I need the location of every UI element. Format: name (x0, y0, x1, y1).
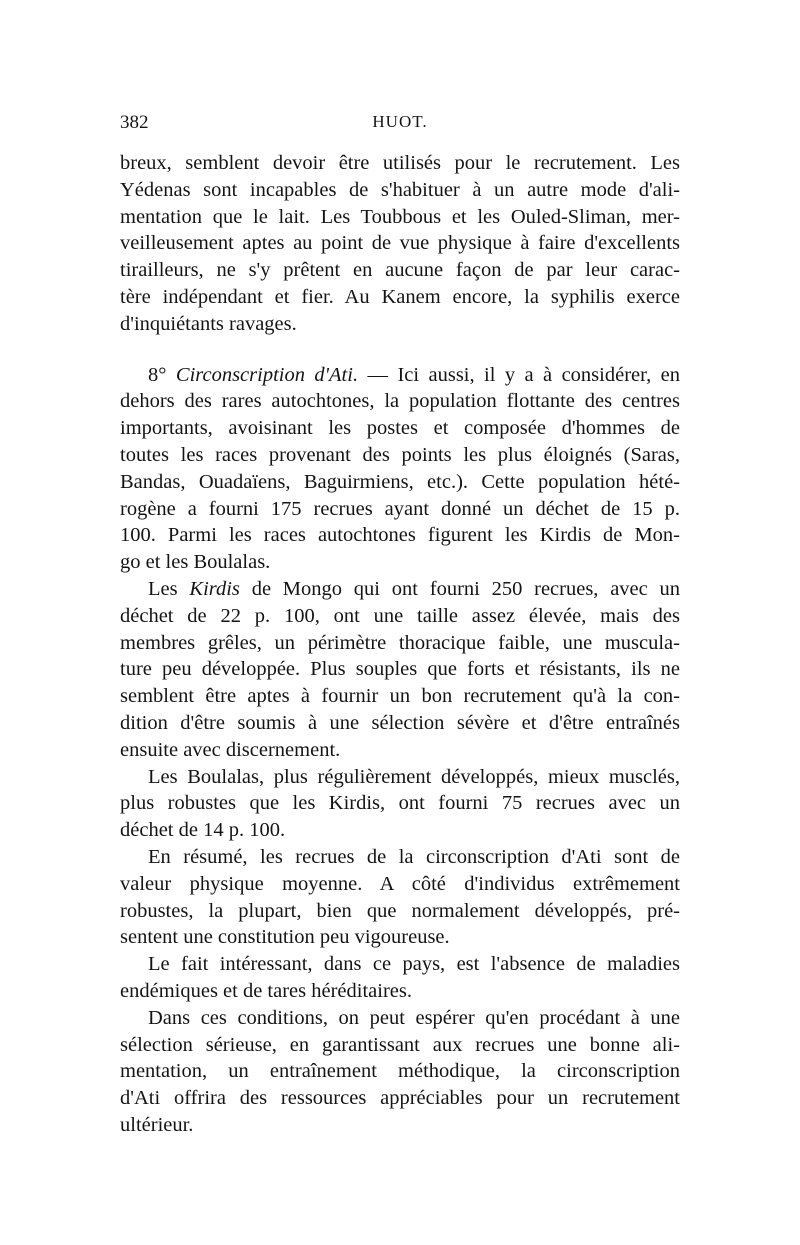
text-line: plus robustes que les Kirdis, ont fourni 75 recrues avec un (120, 792, 680, 815)
text-line: breux, semblent devoir être utilisés pour le recrutement. Les (120, 152, 680, 174)
text-line: veilleusement aptes au point de vue physique à faire d'excellents (120, 232, 680, 255)
text-line: ultérieur. (120, 1113, 194, 1136)
text-line: Le fait intéressant, dans ce pays, est l'absence de maladies (148, 953, 680, 976)
text-line: mentation que le lait. Les Toubbous et les Ouled-Sliman, mer- (120, 205, 680, 228)
text-line: endémiques et de tares héréditaires. (120, 979, 412, 1002)
text-line: importants, avoisinant les postes et composée d'hommes de (120, 417, 680, 440)
section-spacer (120, 338, 680, 362)
text-run: — Ici aussi, il y a à considérer, en (367, 363, 681, 386)
text-line: toutes les races provenant des points les plus éloignés (Saras, (120, 443, 680, 466)
paragraph (120, 362, 680, 576)
text-line: d'Ati offrira des ressources appréciables pour un recrutement (120, 1087, 680, 1110)
running-head: HUOT. (372, 112, 428, 131)
paragraph (120, 150, 680, 338)
page-number: 382 (120, 112, 149, 133)
paragraph (120, 764, 680, 844)
text-line: déchet de 22 p. 100, ont une taille assez élevée, mais des (120, 604, 680, 627)
text-line: d'inquiétants ravages. (120, 312, 297, 335)
text-run: de Mongo qui ont fourni 250 recrues, avec un (251, 577, 681, 600)
text-line: Les Boulalas, plus régulièrement développés, mieux musclés, (148, 765, 680, 788)
paragraph (120, 951, 680, 1005)
text-line: robustes, la plupart, bien que normalement développés, pré- (120, 899, 680, 922)
text-line: ensuite avec discernement. (120, 738, 341, 761)
text-line: go et les Boulalas. (120, 551, 271, 574)
text-line: tère indépendant et fier. Au Kanem encore, la syphilis exerce (120, 285, 680, 308)
text-line: ture peu développée. Plus souples que forts et résistants, ils ne (120, 658, 680, 681)
text-line: Yédenas sont incapables de s'habituer à un autre mode d'ali- (120, 178, 680, 201)
body-text (120, 150, 680, 1139)
page-header (120, 112, 680, 140)
text-line: membres grêles, un périmètre thoracique faible, une muscula- (120, 631, 680, 654)
text-line: Dans ces conditions, on peut espérer qu'en procédant à une (148, 1006, 680, 1029)
text-line: sentent une constitution peu vigoureuse. (120, 926, 450, 949)
section-number: 8° (148, 363, 167, 386)
text-line: déchet de 14 p. 100. (120, 819, 286, 842)
emphasis-term: Kirdis (189, 577, 240, 600)
text-line (120, 576, 680, 603)
section-heading-line (120, 362, 680, 389)
paragraph (120, 844, 680, 951)
text-line: valeur physique moyenne. A côté d'individus extrêmement (120, 872, 680, 895)
text-line: Bandas, Ouadaïens, Baguirmiens, etc.). Cette population hété- (120, 470, 680, 493)
text-line: sélection sérieuse, en garantissant aux recrues une bonne ali- (120, 1033, 680, 1056)
paragraph (120, 576, 680, 764)
text-line: En résumé, les recrues de la circonscription d'Ati sont de (148, 845, 680, 868)
paragraph (120, 1005, 680, 1139)
text-line: rogène a fourni 175 recrues ayant donné un déchet de 15 p. (120, 497, 680, 520)
text-line: dition d'être soumis à une sélection sévère et d'être entraînés (120, 711, 680, 734)
text-run: Les (148, 577, 178, 600)
text-line: semblent être aptes à fournir un bon recrutement qu'à la con- (120, 685, 680, 708)
text-line: mentation, un entraînement méthodique, la circonscription (120, 1060, 680, 1083)
text-line: dehors des rares autochtones, la population flottante des centres (120, 390, 680, 413)
text-line: 100. Parmi les races autochtones figurent les Kirdis de Mon- (120, 524, 680, 547)
section-title: Circonscription d'Ati. (175, 363, 359, 386)
text-line: tirailleurs, ne s'y prêtent en aucune façon de par leur carac- (120, 259, 680, 282)
